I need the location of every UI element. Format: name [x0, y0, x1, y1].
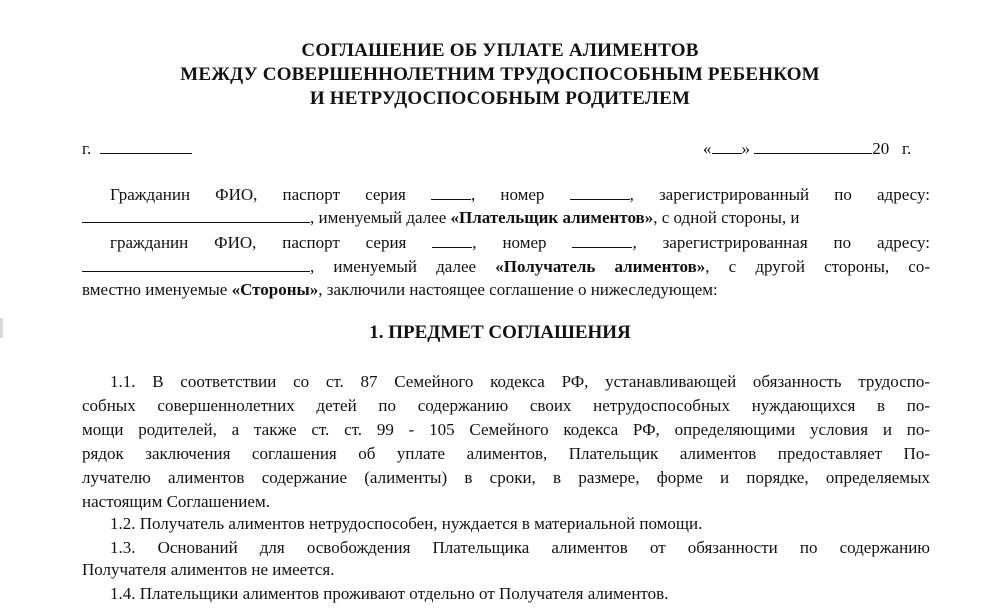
clause-1-4: 1.4. Плательщики алиментов проживают отдельно от Получателя алиментов.	[110, 584, 669, 603]
passport-number-blank-1	[570, 184, 630, 200]
passport-number-blank-2	[572, 232, 632, 248]
month-blank	[754, 138, 872, 154]
passport-series-blank-2	[432, 232, 472, 248]
clause-1-1-line-2: собных совершеннолетних детей по содержанию своих нетрудоспособных нуждающихся в по-	[82, 396, 930, 415]
clause-1-1-line-1: 1.1. В соответствии со ст. 87 Семейного кодекса РФ, устанавливающей обязанность трудоспо-	[110, 372, 930, 391]
party1-text-d: , именуемый далее	[310, 208, 447, 227]
section-1-heading: 1. ПРЕДМЕТ СОГЛАШЕНИЯ	[369, 322, 631, 343]
party2-text-f: вместно именуемые	[82, 280, 228, 299]
address-blank-2	[82, 256, 310, 272]
party1-text-c: , зарегистрированный по адресу:	[629, 185, 930, 204]
clause-1-1-line-4: рядок заключения соглашения об уплате алиментов, Плательщик алиментов предоставляет По-	[82, 444, 930, 463]
party2-text-e: , с другой стороны, со-	[705, 257, 930, 276]
clause-1-1-line-6: настоящим Соглашением.	[82, 492, 270, 511]
document-title-line-1: СОГЛАШЕНИЕ ОБ УПЛАТЕ АЛИМЕНТОВ	[301, 40, 699, 61]
party1-line-2	[82, 207, 800, 228]
address-blank-1	[82, 207, 310, 223]
party1-text-b: , номер	[470, 185, 545, 204]
payer-role-label: «Плательщик алиментов»	[450, 208, 654, 227]
party2-text-g: , заключили настоящее соглашение о нижеследующем:	[318, 280, 718, 299]
year-suffix: г.	[902, 139, 912, 158]
clause-1-1-line-5: лучателю алиментов содержание (алименты) в сроки, в размере, форме и порядке, определяемых	[82, 468, 930, 487]
party2-text-b: , номер	[472, 233, 547, 252]
party2-text-c: , зарегистрированная по адресу:	[632, 233, 930, 252]
party2-line-1	[110, 232, 930, 253]
city-prefix: г.	[82, 139, 92, 158]
party2-text-d: , именуемый далее	[310, 257, 477, 276]
party2-text-a: гражданин ФИО, паспорт серия	[110, 233, 407, 252]
clause-1-3-line-2: Получателя алиментов не имеется.	[82, 560, 335, 579]
day-blank	[712, 138, 742, 154]
city-blank	[100, 138, 192, 154]
sides-label: «Стороны»	[231, 280, 319, 299]
party2-line-2	[82, 256, 930, 277]
passport-series-blank-1	[431, 184, 471, 200]
clause-1-3-line-1: 1.3. Оснований для освобождения Плательщика алиментов от обязанности по содержанию	[110, 538, 930, 557]
clause-1-2: 1.2. Получатель алиментов нетрудоспособен, нуждается в материальной помощи.	[110, 514, 703, 533]
party2-line-3	[82, 280, 718, 300]
clause-1-1-line-3: мощи родителей, а также ст. ст. 99 - 105 Семейного кодекса РФ, определяющими условия и по-	[82, 420, 930, 439]
date-line	[703, 138, 911, 159]
city-line	[82, 138, 192, 159]
document-title-line-2: МЕЖДУ СОВЕРШЕННОЛЕТНИМ ТРУДОСПОСОБНЫМ РЕБЕНКОМ	[180, 64, 820, 85]
recipient-role-label: «Получатель алиментов»	[495, 257, 706, 276]
date-quote-close: »	[741, 139, 750, 158]
date-quote-open: «	[703, 139, 712, 158]
party1-line-1	[110, 184, 930, 205]
party1-text-a: Гражданин ФИО, паспорт серия	[110, 185, 406, 204]
party1-text-e: , с одной стороны, и	[653, 208, 800, 227]
document-title-line-3: И НЕТРУДОСПОСОБНЫМ РОДИТЕЛЕМ	[309, 88, 691, 109]
year-prefix: 20	[872, 139, 890, 158]
